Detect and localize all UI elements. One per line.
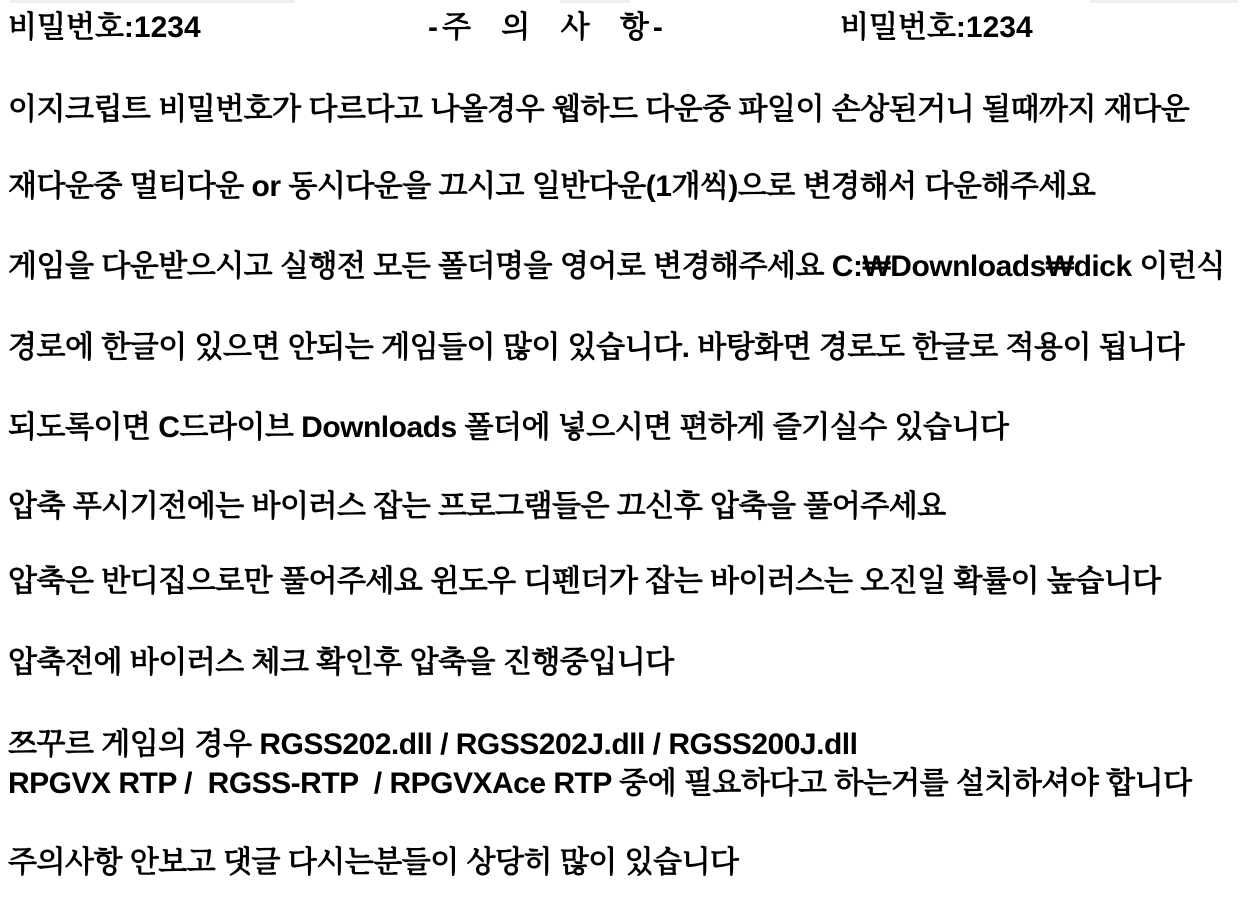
notice-line: 압축은 반디집으로만 풀어주세요 윈도우 디펜더가 잡는 바이러스는 오진일 확률이 높습니다 xyxy=(8,565,1161,598)
notice-line: 쯔꾸르 게임의 경우 RGSS202.dll / RGSS202J.dll / RGSS200J.dll xyxy=(8,728,858,761)
notice-line: 게임을 다운받으시고 실행전 모든 폴더명을 영어로 변경해주세요 C:₩Downloads₩dick 이런식 xyxy=(8,250,1225,283)
notice-line: 압축전에 바이러스 체크 확인후 압축을 진행중입니다 xyxy=(8,646,674,679)
notice-line: 이지크립트 비밀번호가 다르다고 나올경우 웹하드 다운중 파일이 손상된거니 될때까지 재다운 xyxy=(8,93,1190,126)
notice-line: 압축 푸시기전에는 바이러스 잡는 프로그램들은 끄신후 압축을 풀어주세요 xyxy=(8,490,946,523)
notice-line: 경로에 한글이 있으면 안되는 게임들이 많이 있습니다. 바탕화면 경로도 한글로 적용이 됩니다 xyxy=(8,331,1185,364)
cropped-text-artifact xyxy=(10,0,295,3)
password-left: 비밀번호:1234 xyxy=(8,11,201,44)
cropped-text-artifact xyxy=(1090,0,1238,3)
notice-line: RPGVX RTP / RGSS-RTP / RPGVXAce RTP 중에 필요하다고 하는거를 설치하셔야 합니다 xyxy=(8,767,1192,800)
notice-line: 재다운중 멀티다운 or 동시다운을 끄시고 일반다운(1개씩)으로 변경해서 다운해주세요 xyxy=(8,170,1096,203)
header-line xyxy=(0,8,1246,50)
notice-line: 주의사항 안보고 댓글 다시는분들이 상당히 많이 있습니다 xyxy=(8,846,739,879)
password-right: 비밀번호:1234 xyxy=(840,11,1033,44)
cropped-text-artifact xyxy=(560,0,630,3)
notice-line: 되도록이면 C드라이브 Downloads 폴더에 넣으시면 편하게 즐기실수 있습니다 xyxy=(8,411,1009,444)
notice-title: -주 의 사 항- xyxy=(428,11,667,44)
